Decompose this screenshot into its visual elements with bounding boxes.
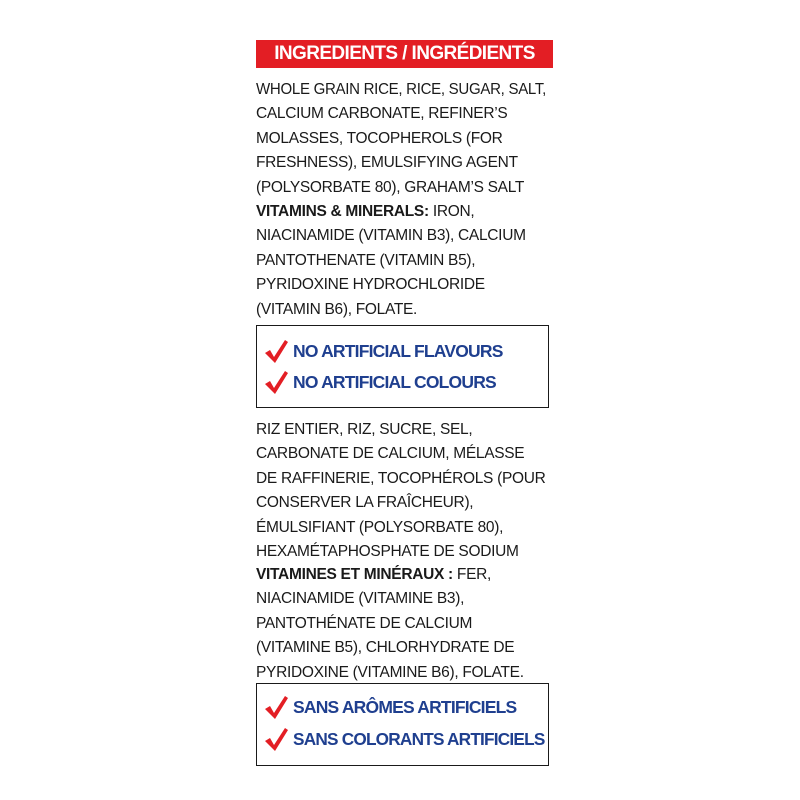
vitamin-line: (VITAMINE B5), CHLORHYDRATE DE	[256, 639, 515, 657]
checkmark-icon	[263, 693, 289, 721]
claim-text: NO ARTIFICIAL FLAVOURS	[293, 340, 503, 361]
french-ingredients	[256, 418, 546, 564]
ingredient-line: CONSERVER LA FRAÎCHEUR),	[256, 494, 474, 512]
ingredient-line: RIZ ENTIER, RIZ, SUCRE, SEL,	[256, 421, 473, 438]
french-vitamins	[256, 563, 546, 685]
ingredient-line: ÉMULSIFIANT (POLYSORBATE 80),	[256, 518, 504, 536]
claim-no-artificial-colours	[263, 367, 496, 397]
claim-no-artificial-flavours	[263, 336, 503, 366]
english-ingredients	[256, 78, 546, 200]
checkmark-icon	[263, 725, 289, 753]
vitamins-first-item: IRON,	[428, 203, 475, 220]
claim-text: SANS COLORANTS ARTIFICIELS	[293, 728, 545, 749]
checkmark-icon	[263, 337, 289, 365]
claim-text: SANS ARÔMES ARTIFICIELS	[293, 696, 517, 717]
checkmark-icon	[263, 368, 289, 396]
english-claims-box	[256, 325, 549, 408]
vitamins-first-item: FER,	[452, 566, 492, 583]
ingredient-line: CARBONATE DE CALCIUM, MÉLASSE	[256, 445, 525, 463]
vitamin-line: PYRIDOXINE (VITAMINE B6), FOLATE.	[256, 663, 524, 681]
ingredient-line: WHOLE GRAIN RICE, RICE, SUGAR, SALT,	[256, 81, 546, 98]
english-vitamins	[256, 200, 546, 322]
vitamin-line: PANTOTHENATE (VITAMIN B5),	[256, 251, 476, 269]
ingredient-line: DE RAFFINERIE, TOCOPHÉROLS (POUR	[256, 469, 546, 487]
ingredient-line: MOLASSES, TOCOPHEROLS (FOR	[256, 129, 503, 147]
vitamin-line: (VITAMIN B6), FOLATE.	[256, 300, 418, 318]
ingredient-line: HEXAMÉTAPHOSPHATE DE SODIUM	[256, 543, 519, 561]
vitamin-line: PANTOTHÉNATE DE CALCIUM	[256, 614, 473, 632]
french-claims-box	[256, 683, 549, 766]
vitamins-first-line	[256, 200, 546, 224]
claim-sans-colorants-artificiels	[263, 724, 549, 754]
claim-sans-aromes-artificiels	[263, 692, 516, 722]
vitamins-first-line	[256, 563, 546, 587]
vitamin-line: PYRIDOXINE HYDROCHLORIDE	[256, 276, 485, 294]
ingredient-line: CALCIUM CARBONATE, REFINER’S	[256, 105, 508, 123]
vitamins-heading: VITAMINES ET MINÉRAUX :	[256, 566, 453, 583]
claim-text: NO ARTIFICIAL COLOURS	[293, 371, 496, 392]
vitamin-line: NIACINAMIDE (VITAMIN B3), CALCIUM	[256, 227, 526, 245]
ingredient-line: FRESHNESS), EMULSIFYING AGENT	[256, 154, 518, 172]
ingredients-header: INGREDIENTS / INGRÉDIENTS	[256, 40, 553, 68]
ingredient-line: (POLYSORBATE 80), GRAHAM’S SALT	[256, 178, 525, 196]
vitamin-line: NIACINAMIDE (VITAMINE B3),	[256, 590, 465, 608]
vitamins-heading: VITAMINS & MINERALS:	[256, 203, 429, 220]
